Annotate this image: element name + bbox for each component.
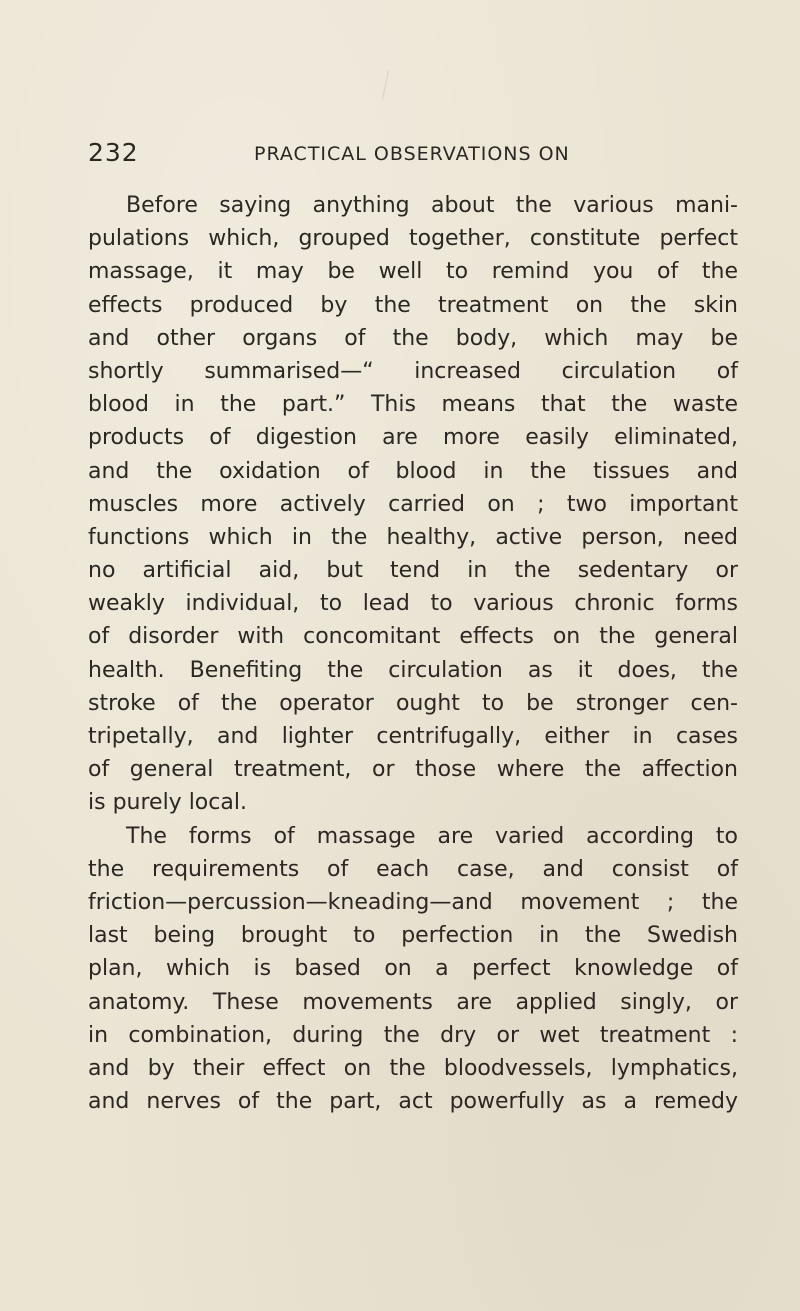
- text-line: The forms of massage are varied according to: [126, 823, 738, 849]
- text-line: products of digestion are more easily eliminated,: [88, 425, 738, 451]
- text-line: no artificial aid, but tend in the sedentary or: [88, 558, 738, 584]
- text-line: Before saying anything about the various mani-: [126, 193, 738, 218]
- text-line: and by their effect on the bloodvessels, lymphatics,: [88, 1055, 738, 1081]
- text-line: effects produced by the treatment on the skin: [88, 292, 738, 318]
- text-line: functions which in the healthy, active person, need: [88, 524, 738, 550]
- text-line: and other organs of the body, which may be: [88, 325, 738, 351]
- text-line: blood in the part.” This means that the waste: [88, 392, 738, 418]
- text-line: health. Benefiting the circulation as it does, the: [88, 657, 738, 683]
- text-line: last being brought to perfection in the Swedish: [88, 923, 738, 949]
- text-line: of disorder with concomitant effects on the general: [88, 624, 738, 650]
- text-line: and the oxidation of blood in the tissues and: [88, 458, 738, 484]
- running-header: [88, 136, 688, 170]
- text-line: and nerves of the part, act powerfully as a remedy: [88, 1089, 738, 1115]
- text-line: pulations which, grouped together, constitute perfect: [88, 226, 738, 252]
- text-line: muscles more actively carried on ; two important: [88, 491, 738, 517]
- text-line: weakly individual, to lead to various chronic forms: [88, 591, 738, 617]
- text-line: anatomy. These movements are applied singly, or: [88, 989, 738, 1015]
- text-line: shortly summarised—“ increased circulation of: [88, 358, 738, 384]
- text-line: in combination, during the dry or wet treatment :: [88, 1022, 738, 1048]
- page-number: 232: [88, 138, 139, 167]
- text-line: plan, which is based on a perfect knowledge of: [88, 956, 738, 982]
- page-blemish: [382, 70, 389, 100]
- text-line: tripetally, and lighter centrifugally, either in cases: [88, 724, 738, 749]
- text-line: massage, it may be well to remind you of the: [88, 259, 738, 285]
- body-text: [88, 189, 738, 1118]
- running-title: PRACTICAL OBSERVATIONS ON: [254, 143, 570, 165]
- text-line: of general treatment, or those where the affection: [88, 757, 738, 783]
- text-line: the requirements of each case, and consist of: [88, 856, 738, 882]
- text-line: is purely local.: [88, 790, 247, 816]
- text-line: friction—percussion—kneading—and movement ; the: [88, 889, 738, 915]
- text-line: stroke of the operator ought to be stronger cen-: [88, 690, 738, 716]
